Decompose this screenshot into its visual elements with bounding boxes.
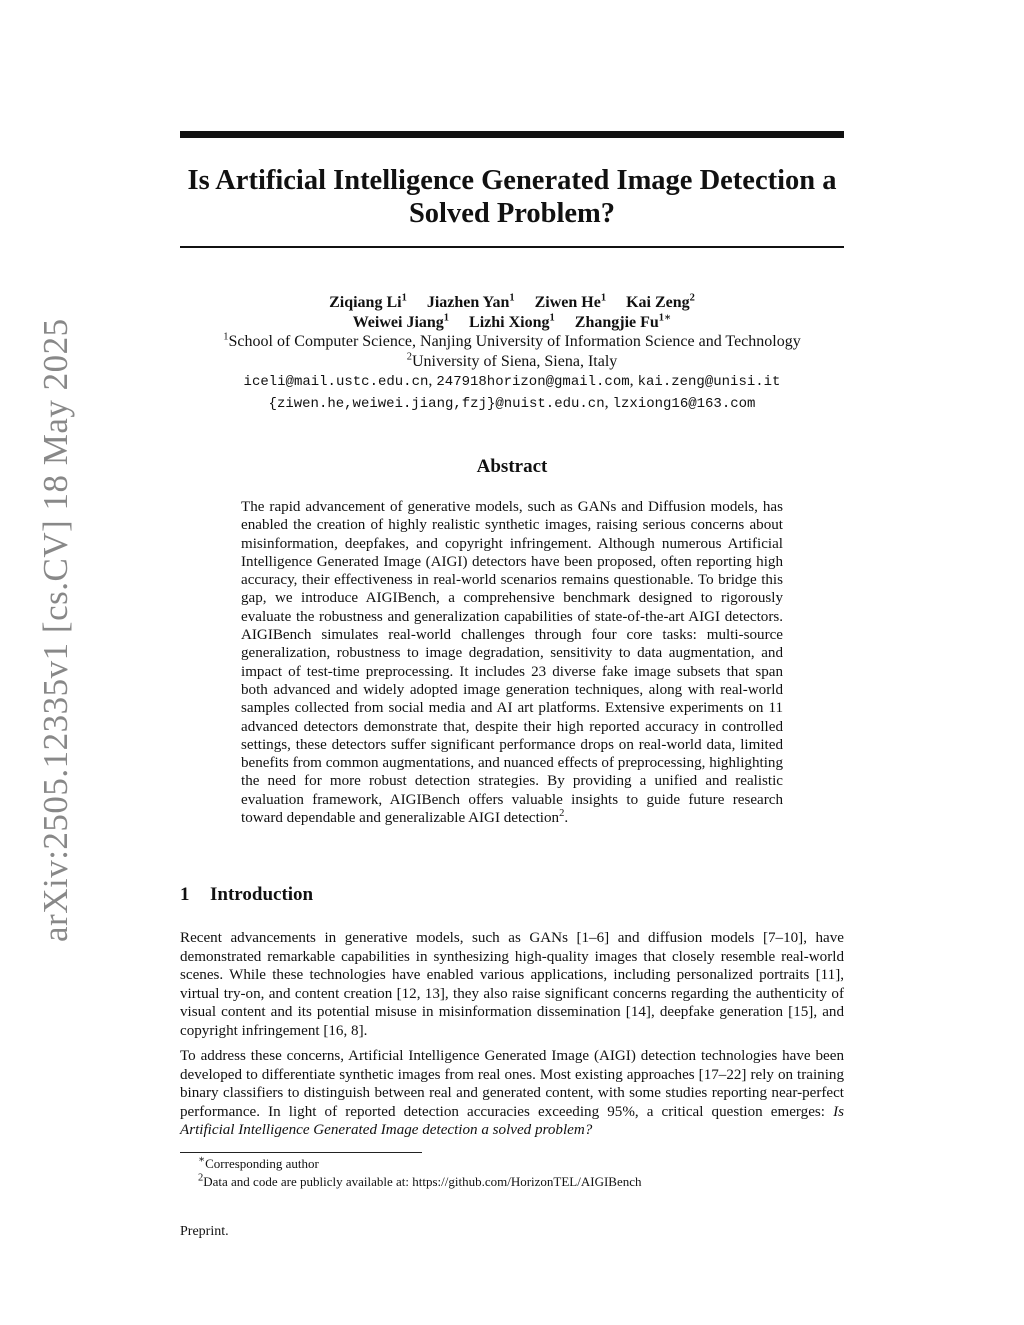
author-row-2 xyxy=(180,313,844,333)
title-line-1: Is Artificial Intelligence Generated Image Detection a xyxy=(187,165,837,196)
key-question: Is Artificial Intelligence Generated Image detection a solved problem? xyxy=(180,1103,844,1139)
abstract-heading: Abstract xyxy=(476,456,548,477)
author-block xyxy=(180,293,844,414)
footnote-data-code: $^2$Data and code are publicly available at: https://github.com/HorizonTEL/AIGIBench xyxy=(198,1172,642,1189)
footnote-corresponding: ∗Corresponding author xyxy=(198,1154,319,1171)
footnotes xyxy=(198,1155,642,1191)
email-address: lzxiong16@163.com xyxy=(612,395,756,412)
affiliation-2: $^2$University of Siena, Siena, Italy xyxy=(406,351,618,370)
author-name: Jiazhen Yan$^1$ xyxy=(426,292,515,311)
paper-title xyxy=(180,164,844,230)
intro-paragraph-2: To address these concerns, Artificial Intelligence Generated Image (AIGI) detection technologies have been developed to differentiate synthetic images from real ones. Most existing approaches [17–22] rely on training binary classifiers to distinguish between real and generated content, with some studies reporting near-perfect performance. In light of reported detection accuracies exceeding 95%, a critical question emerges: Is Artificial Intelligence Generated Image detection a solved problem? xyxy=(180,1048,844,1139)
intro-paragraph-1: Recent advancements in generative models, such as GANs [1–6] and diffusion models [7–10], have demonstrated remarkable capabilities in synthesizing high-quality images that closely resemble real-world scenes. While these technologies have enabled various applications, including personalized portraits [11], virtual try-on, and content creation [12, 13], they also raise significant concerns regarding the authenticity of visual content and its potential misuse in misinformation dissemination [14], deepfake generation [15], and copyright infringement [16, 8]. xyxy=(180,930,844,1039)
title-bottom-rule xyxy=(180,246,844,248)
footnote-rule xyxy=(180,1152,422,1153)
arxiv-identifier-stamp: arXiv:2505.12335v1 [cs.CV] 18 May 2025 xyxy=(36,318,75,942)
email-address: kai.zeng@unisi.it xyxy=(637,374,781,390)
email-address: iceli@mail.ustc.edu.cn xyxy=(243,374,429,390)
author-name: Ziqiang Li$^1$ xyxy=(329,292,407,311)
email-row-1: iceli@mail.ustc.edu.cn, 247918horizon@gmail.com, kai.zeng@unisi.it xyxy=(243,372,781,390)
email-row-2: {ziwen.he,weiwei.jiang,fzj}@nuist.edu.cn, lzxiong16@163.com xyxy=(268,393,756,412)
author-name: Lizhi Xiong$^1$ xyxy=(469,312,555,331)
author-name: Weiwei Jiang$^1$ xyxy=(352,312,450,331)
author-row-1 xyxy=(180,293,844,313)
footnote-ref: 2 xyxy=(559,808,565,820)
title-top-rule xyxy=(180,131,844,138)
author-name: Ziwen He$^1$ xyxy=(534,292,607,311)
abstract-body: The rapid advancement of generative models, such as GANs and Diffusion models, has enabled the creation of highly realistic synthetic images, raising serious concerns about misinformation, deepfakes, and copyright infringement. Although numerous Artificial Intelligence Generated Image (AIGI) detectors have been proposed, often reporting high accuracy, their effectiveness in real-world scenarios remains questionable. To bridge this gap, we introduce AIGIBench, a comprehensive benchmark designed to rigorously evaluate the robustness and generalization capabilities of state-of-the-art AIGI detectors. AIGIBench simulates real-world challenges through four core tasks: multi-source generalization, robustness to image degradation, sensitivity to data augmentation, and impact of test-time preprocessing. It includes 23 diverse fake image subsets that span both advanced and widely adopted image generation techniques, along with real-world samples collected from social media and AI art platforms. Extensive experiments on 11 advanced detectors demonstrate that, despite their high reported accuracy in controlled settings, these detectors suffer significant performance drops on real-world data, limited benefits from common augmentations, and nuanced effects of preprocessing, highlighting the need for more robust detection strategies. By providing a unified and realistic evaluation framework, AIGIBench offers valuable insights to guide future research toward dependable and generalizable AIGI detection$^2$. xyxy=(241,499,783,827)
author-name: Kai Zeng$^2$ xyxy=(626,292,695,311)
email-address: {ziwen.he,weiwei.jiang,fzj}@nuist.edu.cn xyxy=(268,395,605,412)
author-name: Zhangjie $Fu^{1∗}$ xyxy=(574,312,672,331)
preprint-label: Preprint. xyxy=(180,1224,229,1239)
section-heading-introduction: 1 Introduction xyxy=(180,884,314,905)
affiliation-1: $^1$School of Computer Science, Nanjing University of Information Science and Technology xyxy=(223,331,801,350)
email-address: 247918horizon@gmail.com xyxy=(436,374,630,390)
title-line-2: Solved Problem? xyxy=(408,198,616,229)
